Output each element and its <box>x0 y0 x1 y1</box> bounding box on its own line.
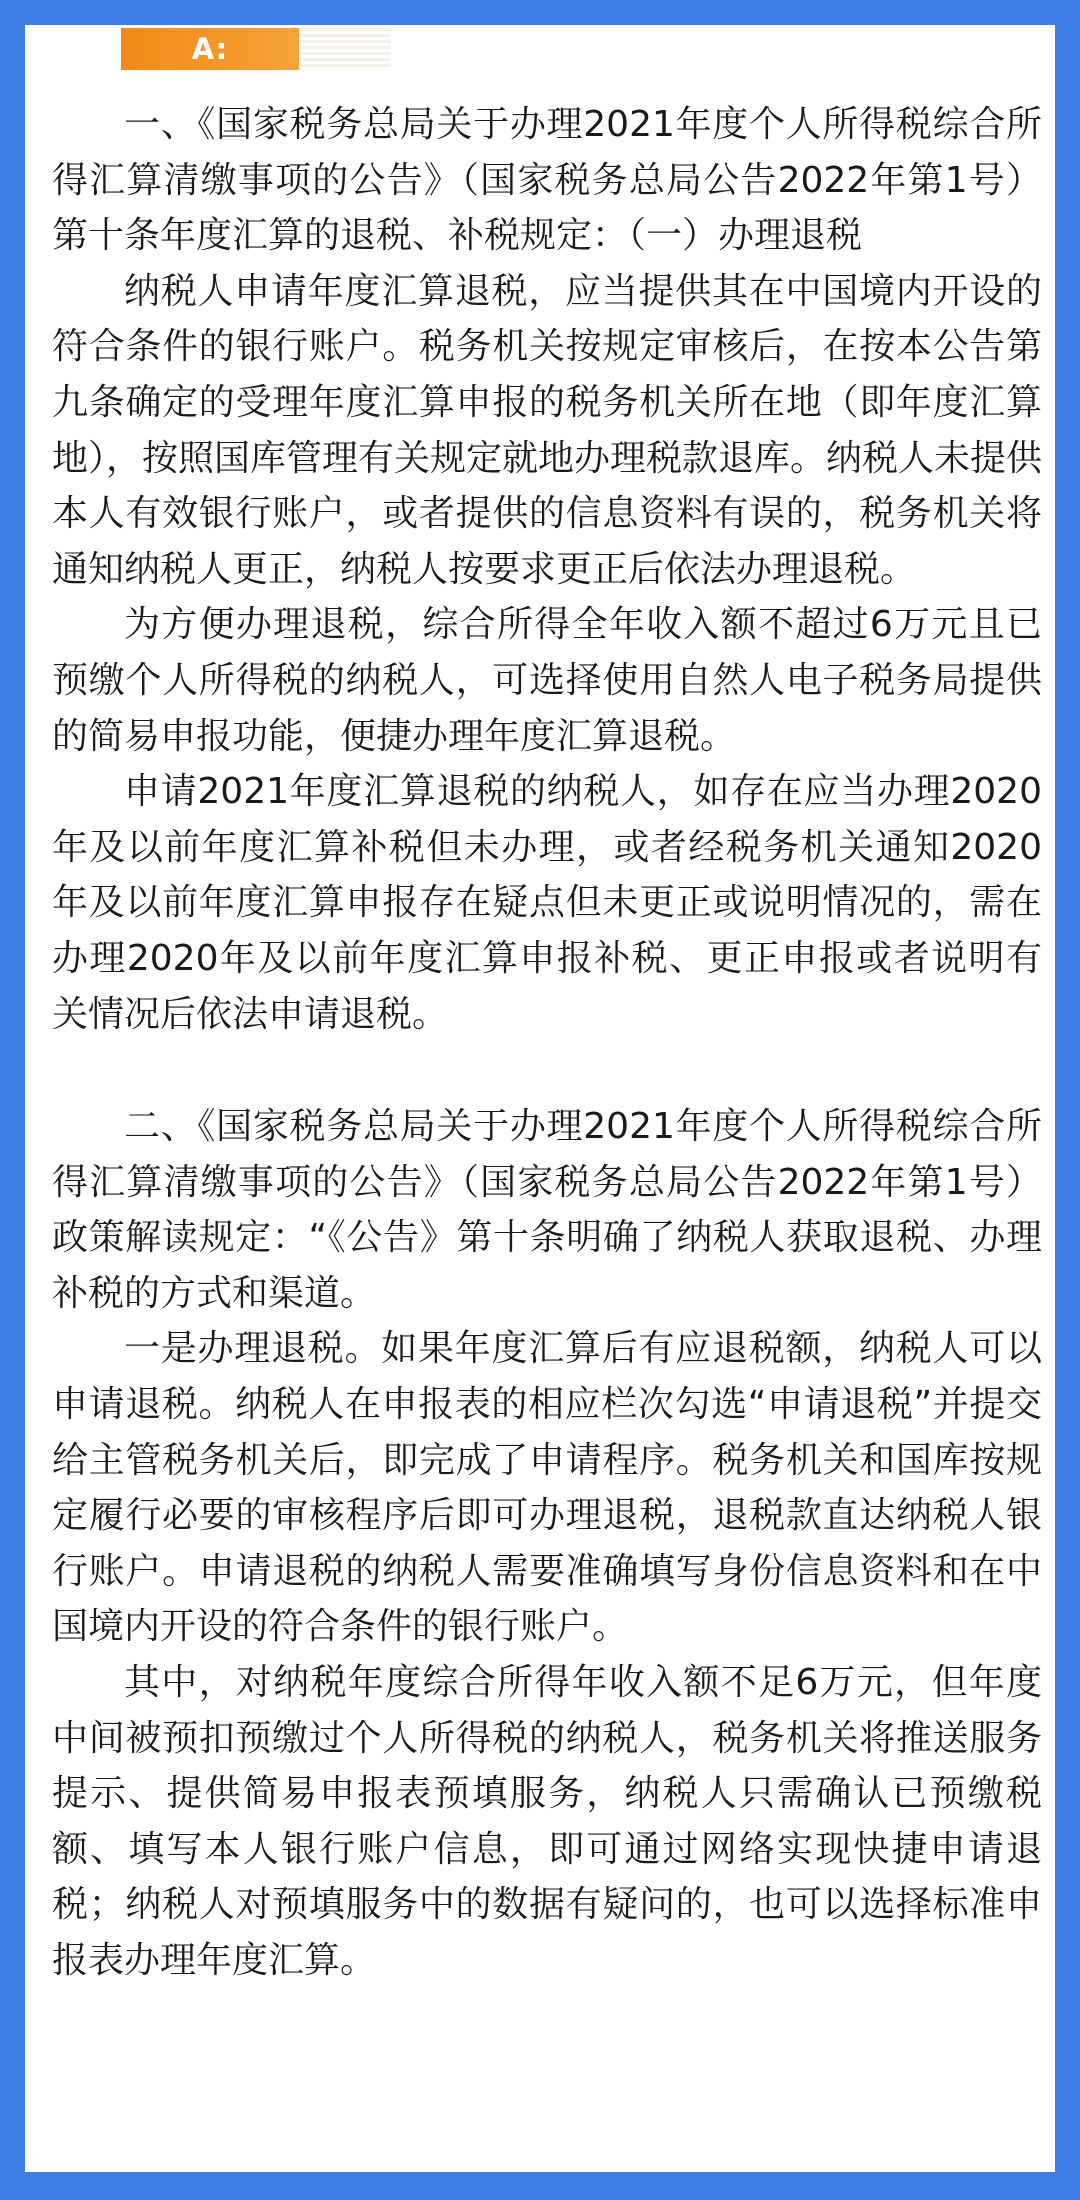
paragraph: 为方便办理退税，综合所得全年收入额不超过6万元且已预缴个人所得税的纳税人，可选择使用自然人电子税务局提供的简易申报功能，便捷办理年度汇算退税。 <box>52 604 1042 757</box>
paragraph: 纳税人申请年度汇算退税，应当提供其在中国境内开设的符合条件的银行账户。税务机关按规定审核后，在按本公告第九条确定的受理年度汇算申报的税务机关所在地（即年度汇算地），按照国库管理有关规定就地办理税款退库。纳税人未提供本人有效银行账户，或者提供的信息资料有误的，税务机关将通知纳税人更正，纳税人按要求更正后依法办理退税。 <box>52 270 1043 590</box>
document-page <box>25 25 1055 2172</box>
paragraph: 一、《国家税务总局关于办理2021年度个人所得税综合所得汇算清缴事项的公告》（国家税务总局公告2022年第1号）第十条年度汇算的退税、补税规定：（一）办理退税 <box>52 104 1042 257</box>
section-spacer <box>52 1042 1042 1099</box>
document-body <box>52 97 1042 1989</box>
paragraph: 申请2021年度汇算退税的纳税人，如存在应当办理2020年及以前年度汇算补税但未办理，或者经税务机关通知2020年及以前年度汇算申报存在疑点但未更正或说明情况的，需在办理2020年及以前年度汇算申报补税、更正申报或者说明有关情况后依法申请退税。 <box>52 771 1042 1035</box>
paragraph: 其中，对纳税年度综合所得年收入额不足6万元，但年度中间被预扣预缴过个人所得税的纳税人，税务机关将推送服务提示、提供简易申报表预填服务，纳税人只需确认已预缴税额、填写本人银行账户信息，即可通过网络实现快捷申请退税；纳税人对预填服务中的数据有疑问的，也可以选择标准申报表办理年度汇算。 <box>52 1662 1042 1981</box>
paragraph: 一是办理退税。如果年度汇算后有应退税额，纳税人可以申请退税。纳税人在申报表的相应栏次勾选“申请退税”并提交给主管税务机关后，即完成了申请程序。税务机关和国库按规定履行必要的审核程序后即可办理退税，退税款直达纳税人银行账户。申请退税的纳税人需要准确填写身份信息资料和在中国境内开设的符合条件的银行账户。 <box>52 1328 1042 1648</box>
paragraph: 二、《国家税务总局关于办理2021年度个人所得税综合所得汇算清缴事项的公告》（国家税务总局公告2022年第1号）政策解读规定：“《公告》第十条明确了纳税人获取退税、办理补税的方式和渠道。 <box>52 1106 1042 1314</box>
answer-tag <box>121 28 401 70</box>
answer-label: A: <box>121 28 299 70</box>
